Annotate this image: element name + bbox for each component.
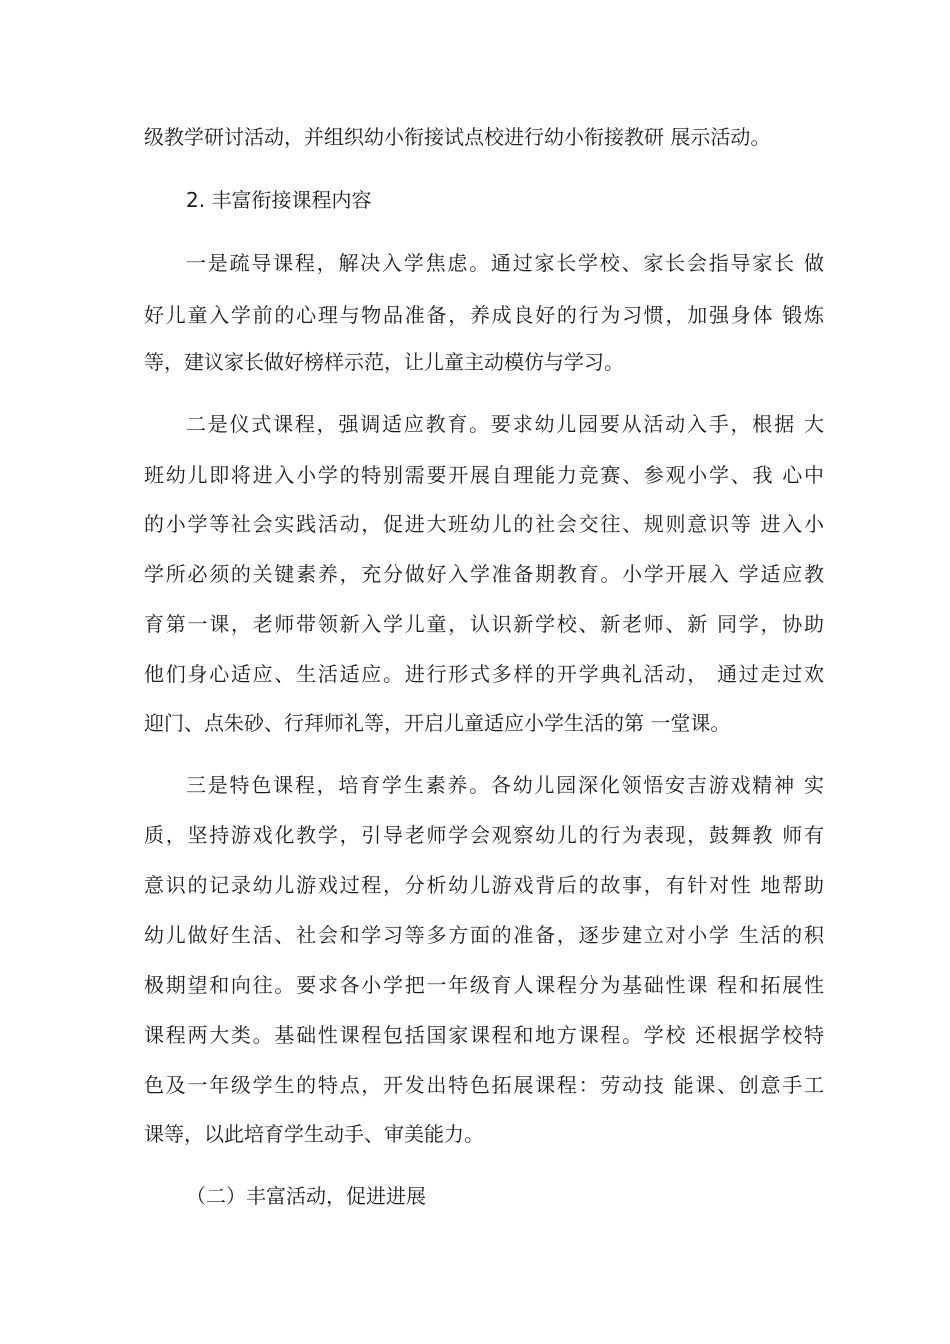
paragraph-line: 级教学研讨活动，并组织幼小衔接试点校进行幼小衔接教研 展示活动。 bbox=[144, 125, 771, 149]
paragraph-2-line-1: 二是仪式课程，强调适应教育。要求幼儿园要从活动入手，根据 大 bbox=[186, 412, 824, 436]
paragraph-2-line-3: 的小学等社会实践活动，促进大班幼儿的社会交往、规则意识等 进入小 bbox=[144, 512, 824, 536]
paragraph-3-line-4: 幼儿做好生活、社会和学习等多方面的准备，逐步建立对小学 生活的积 bbox=[144, 923, 824, 947]
paragraph-2-line-2: 班幼儿即将进入小学的特别需要开展自理能力竞赛、参观小学、我 心中 bbox=[144, 463, 824, 487]
paragraph-3-line-7: 色及一年级学生的特点，开发出特色拓展课程：劳动技 能课、创意手工 bbox=[144, 1073, 824, 1097]
paragraph-3-line-1: 三是特色课程，培育学生素养。各幼儿园深化领悟安吉游戏精神 实 bbox=[186, 773, 824, 797]
section-heading: （二）丰富活动，促进进展 bbox=[186, 1184, 426, 1208]
paragraph-3-line-3: 意识的记录幼儿游戏过程，分析幼儿游戏背后的故事，有针对性 地帮助 bbox=[144, 873, 824, 897]
paragraph-3-line-6: 课程两大类。基础性课程包括国家课程和地方课程。学校 还根据学校特 bbox=[144, 1023, 824, 1047]
paragraph-1-line-1: 一是疏导课程，解决入学焦虑。通过家长学校、家长会指导家长 做 bbox=[186, 251, 824, 275]
paragraph-1-line-2: 好儿童入学前的心理与物品准备，养成良好的行为习惯，加强身体 锻炼 bbox=[144, 303, 824, 327]
paragraph-2-line-5: 育第一课，老师带领新入学儿童，认识新学校、新老师、新 同学，协助 bbox=[144, 612, 824, 636]
subheading-2: 2. 丰富衔接课程内容 bbox=[186, 188, 372, 212]
paragraph-2-line-6: 他们身心适应、生活适应。进行形式多样的开学典礼活动， 通过走过欢 bbox=[144, 662, 824, 686]
paragraph-3-line-5: 极期望和向往。要求各小学把一年级育人课程分为基础性课 程和拓展性 bbox=[144, 973, 824, 997]
paragraph-3-line-8: 课等，以此培育学生动手、审美能力。 bbox=[144, 1122, 484, 1146]
paragraph-1-line-3: 等，建议家长做好榜样示范，让儿童主动模仿与学习。 bbox=[144, 350, 624, 374]
paragraph-2-line-4: 学所必须的关键素养，充分做好入学准备期教育。小学开展入 学适应教 bbox=[144, 562, 824, 586]
paragraph-2-line-7: 迎门、点朱砂、行拜师礼等，开启儿童适应小学生活的第 一堂课。 bbox=[144, 711, 731, 735]
paragraph-3-line-2: 质，坚持游戏化教学，引导老师学会观察幼儿的行为表现，鼓舞教 师有 bbox=[144, 823, 824, 847]
